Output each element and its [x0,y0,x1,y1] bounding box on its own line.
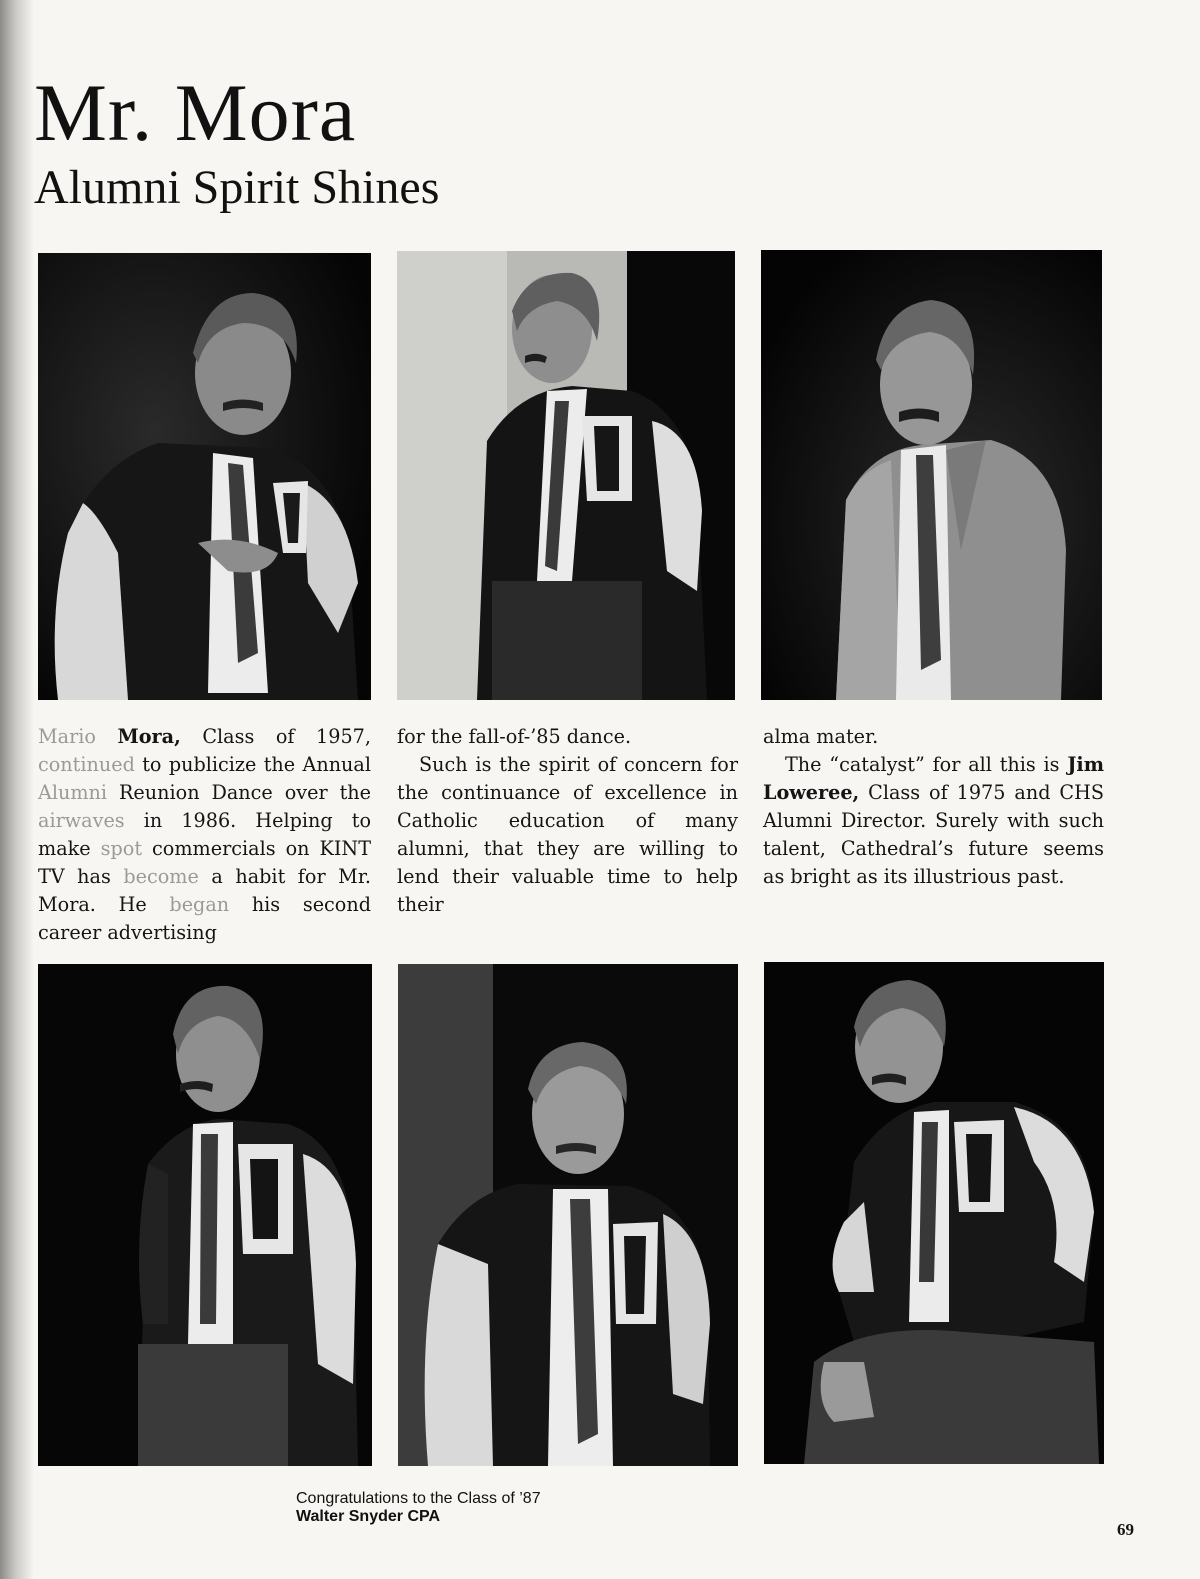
faded-word: become [123,865,199,888]
ad-congratulations-line: Congratulations to the Class of ’87 [296,1490,541,1507]
photo-mora-hand-on-waist [38,253,371,700]
faded-word: spot [100,837,143,860]
photo-mora-seated [764,962,1104,1464]
person-name-mora: Mora, [117,725,181,748]
article-column-3 [763,723,1104,891]
article-column-2 [397,723,738,919]
photo-mora-looking-up [38,964,372,1466]
article-column-1 [38,723,371,947]
page-binding-shadow [0,0,34,1579]
column-1-text: Mario Mora, Class of 1957, continued to publicize the Annual Alumni Reunion Dance over the airwaves in 1986. Helping to make spot commercials on KINT TV has become a habit for Mr. Mora. He began his second career advertising [38,725,371,944]
sponsor-ad [296,1490,541,1526]
photo-mora-looking-down [398,964,738,1466]
photo-mora-profile [397,251,735,700]
column-2-paragraph: Such is the spirit of concern for the continuance of excellence in Catholic education of many alumni, that they are willing to lend their valuable time to help their [397,753,738,916]
ad-sponsor-name: Walter Snyder CPA [296,1508,441,1525]
faded-word: Alumni [38,781,108,804]
person-name-loweree: Jim Loweree, [763,753,1104,804]
column-2-first-line: for the fall-of-’85 dance. [397,725,632,748]
photo-mora-suit-jacket [761,250,1102,700]
page-subtitle: Alumni Spirit Shines [34,161,440,214]
column-3-first-line: alma mater. [763,725,879,748]
page-title: Mr. Mora [34,67,357,158]
column-3-paragraph: The “catalyst” for all this is Jim Loweree, Class of 1975 and CHS Alumni Director. Surely with such talent, Cathedral’s future seems as bright as its illustrious past. [763,753,1104,888]
page-number: 69 [1117,1520,1134,1539]
faded-word: airwaves [38,809,125,832]
faded-word: began [169,893,230,916]
faded-word: continued [38,753,135,776]
faded-word: Mario [38,725,96,748]
